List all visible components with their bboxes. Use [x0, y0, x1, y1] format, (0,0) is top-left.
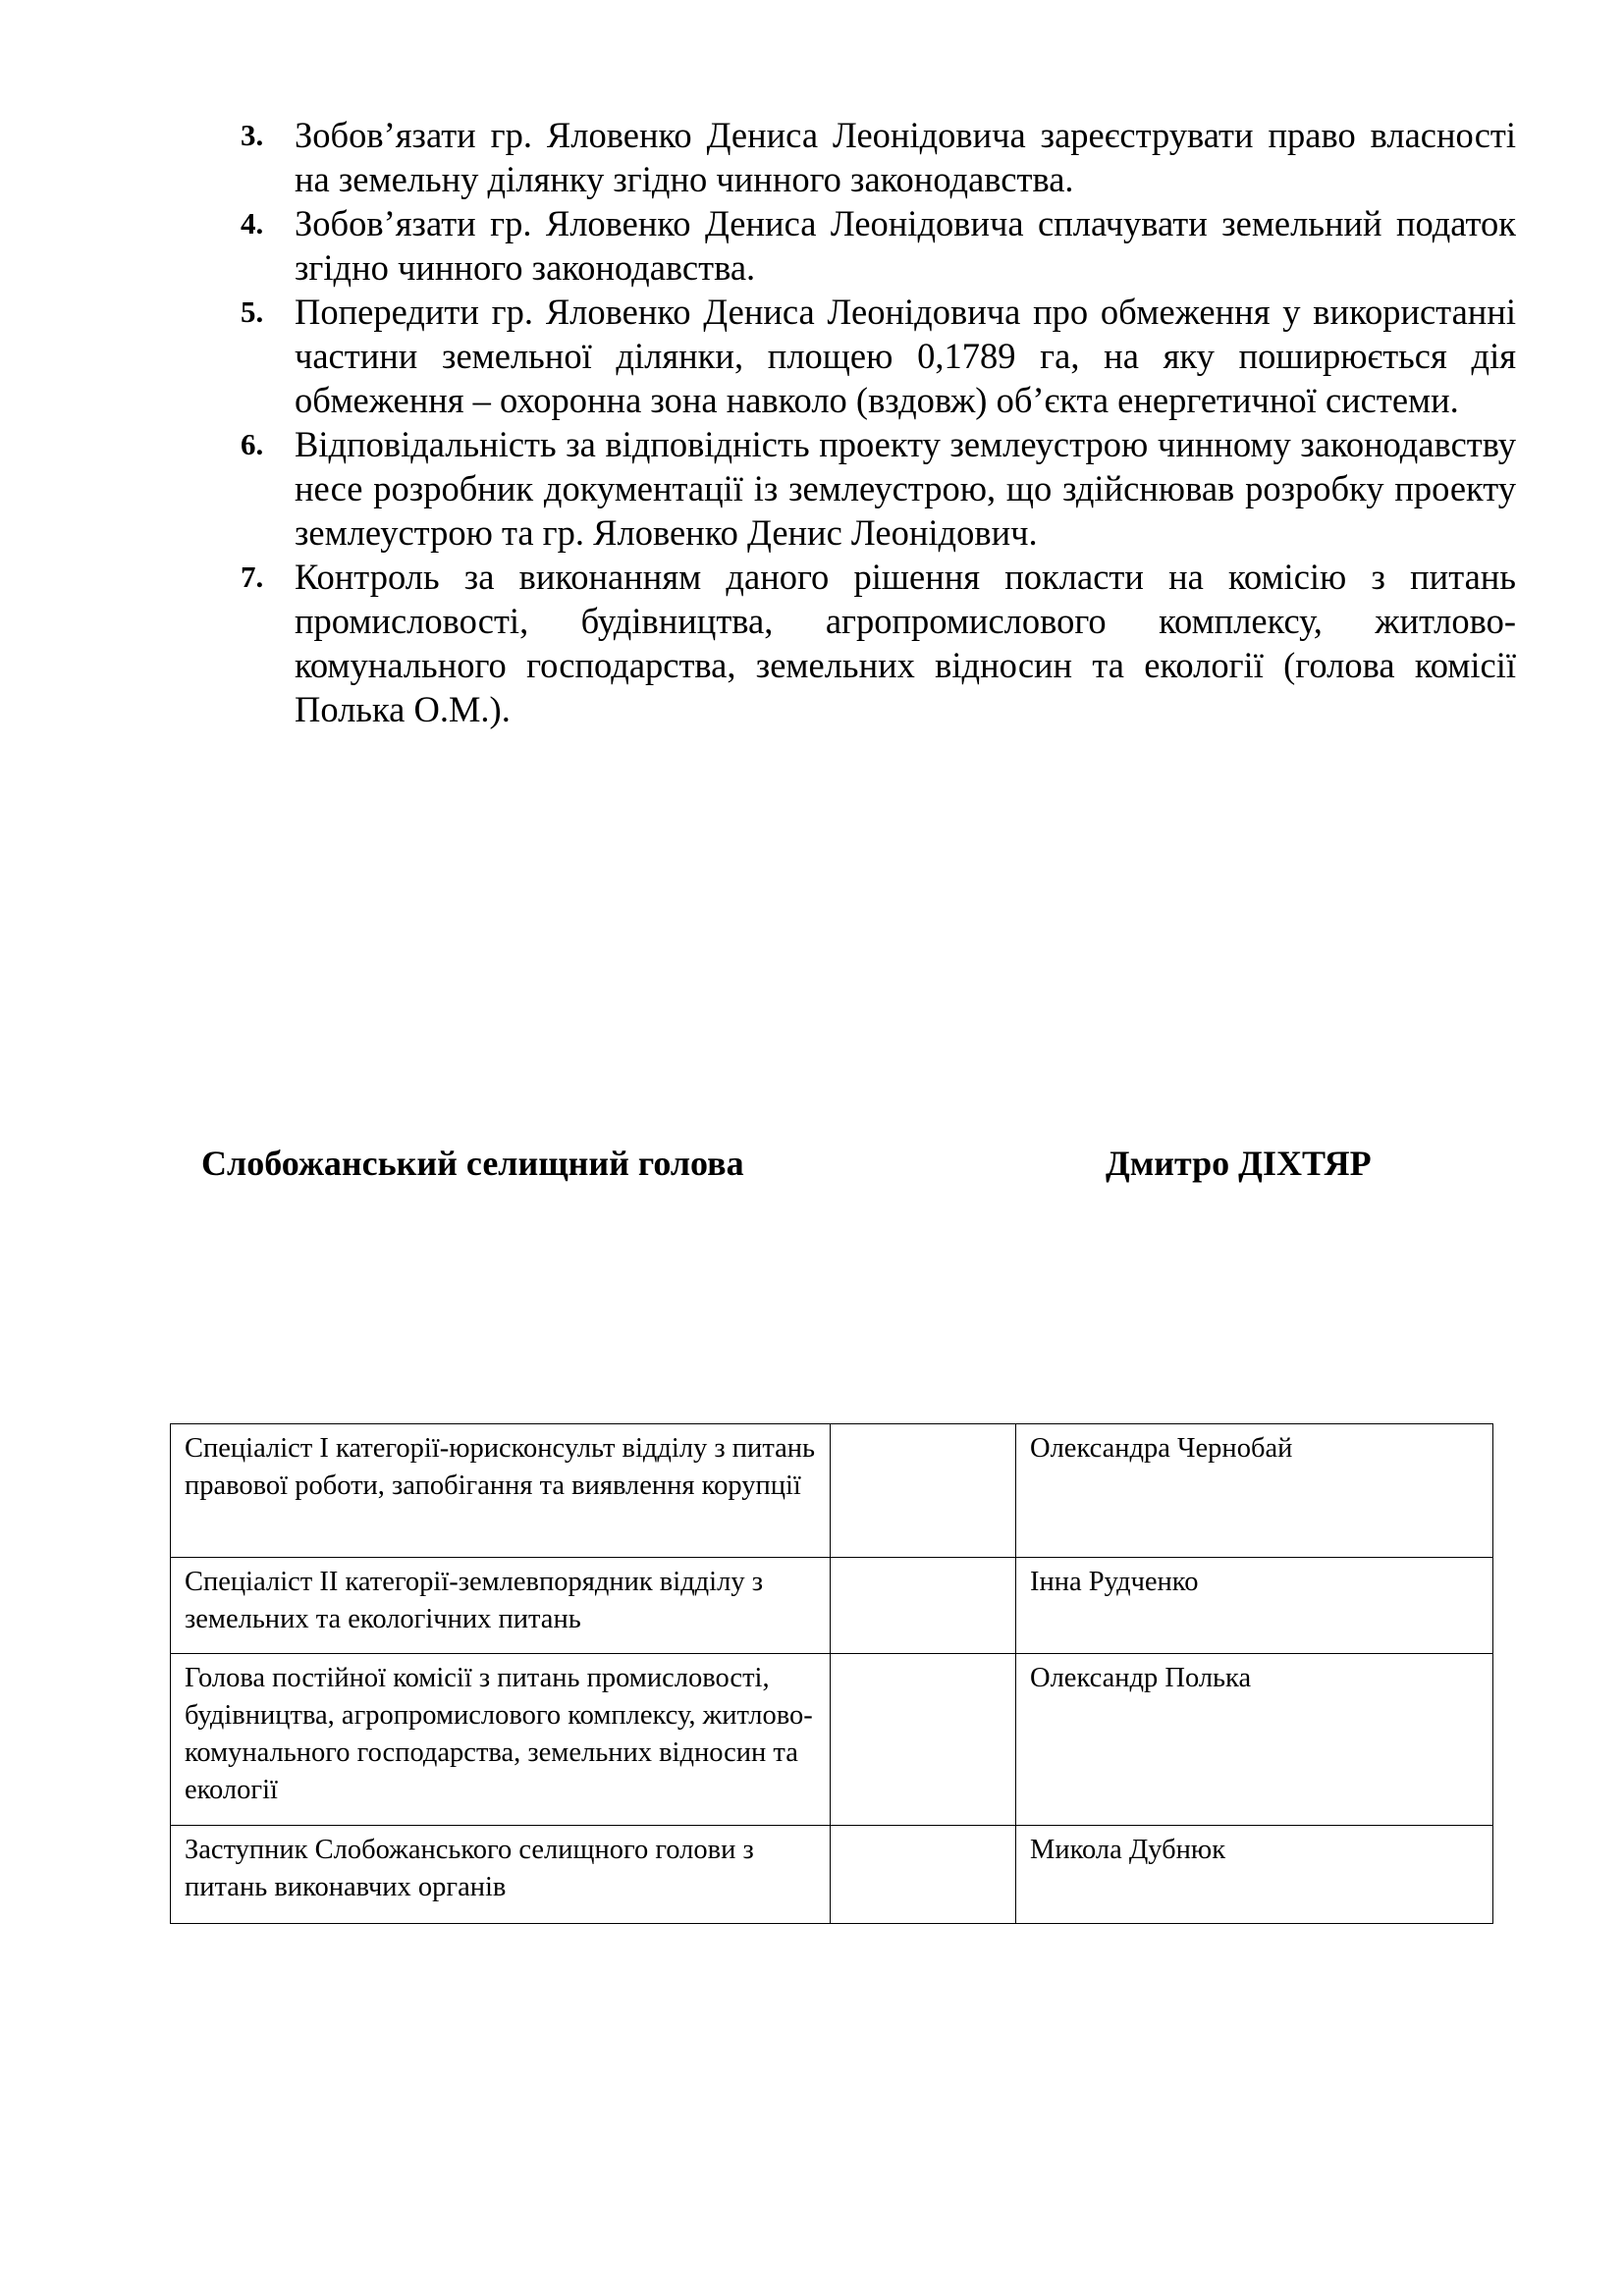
approvals-table: [170, 1423, 1493, 1924]
decision-item: [241, 555, 1516, 731]
table-row: [171, 1424, 1493, 1558]
signatory-title: Слобожанський селищний голова: [201, 1144, 744, 1183]
item-text: Контроль за виконанням даного рішення покласти на комісію з питань промисловості, будівництва, агропромислового комплексу, житлово-комунального господарства, земельних відносин та екології (голова комісії Полька О.М.).: [295, 557, 1516, 729]
item-number: 4.: [241, 206, 264, 240]
table-row: [171, 1654, 1493, 1826]
item-number: 7.: [241, 560, 264, 594]
item-text: Попередити гр. Яловенко Дениса Леонідовича про обмеження у використанні частини земельної ділянки, площею 0,1789 га, на яку поширюється дія обмеження – охоронна зона навколо (вздовж) об’єкта енергетичної системи.: [295, 292, 1516, 420]
signature-cell: [831, 1654, 1016, 1826]
approver-name: Олександра Чернобай: [1016, 1424, 1493, 1558]
item-number: 5.: [241, 294, 264, 329]
decision-items-list: [0, 113, 1624, 731]
approver-name: Микола Дубнюк: [1016, 1826, 1493, 1924]
approver-position: Голова постійної комісії з питань промисловості, будівництва, агропромислового комплексу, житлово-комунального господарства, земельних відносин та екології: [171, 1654, 831, 1826]
approver-name: Інна Рудченко: [1016, 1558, 1493, 1654]
signature-cell: [831, 1424, 1016, 1558]
signatory-name: Дмитро ДІХТЯР: [1106, 1144, 1372, 1183]
item-number: 6.: [241, 427, 264, 461]
decision-item: [241, 113, 1516, 201]
approver-position: Спеціаліст ІІ категорії-землевпорядник відділу з земельних та екологічних питань: [171, 1558, 831, 1654]
item-text: Відповідальність за відповідність проекту землеустрою чинному законодавству несе розробник документації із землеустрою, що здійснював розробку проекту землеустрою та гр. Яловенко Денис Леонідович.: [295, 424, 1516, 553]
table-row: [171, 1826, 1493, 1924]
approver-position: Спеціаліст І категорії-юрисконсульт відділу з питань правової роботи, запобігання та виявлення корупції: [171, 1424, 831, 1558]
decision-item: [241, 290, 1516, 422]
decision-item: [241, 201, 1516, 290]
signature-cell: [831, 1558, 1016, 1654]
table-row: [171, 1558, 1493, 1654]
decision-item: [241, 422, 1516, 555]
signature-cell: [831, 1826, 1016, 1924]
approver-name: Олександр Полька: [1016, 1654, 1493, 1826]
item-number: 3.: [241, 118, 264, 152]
item-text: Зобов’язати гр. Яловенко Дениса Леонідовича сплачувати земельний податок згідно чинного законодавства.: [295, 203, 1516, 288]
item-text: Зобов’язати гр. Яловенко Дениса Леонідовича зареєструвати право власності на земельну ділянку згідно чинного законодавства.: [295, 115, 1516, 199]
approver-position: Заступник Слобожанського селищного голови з питань виконавчих органів: [171, 1826, 831, 1924]
